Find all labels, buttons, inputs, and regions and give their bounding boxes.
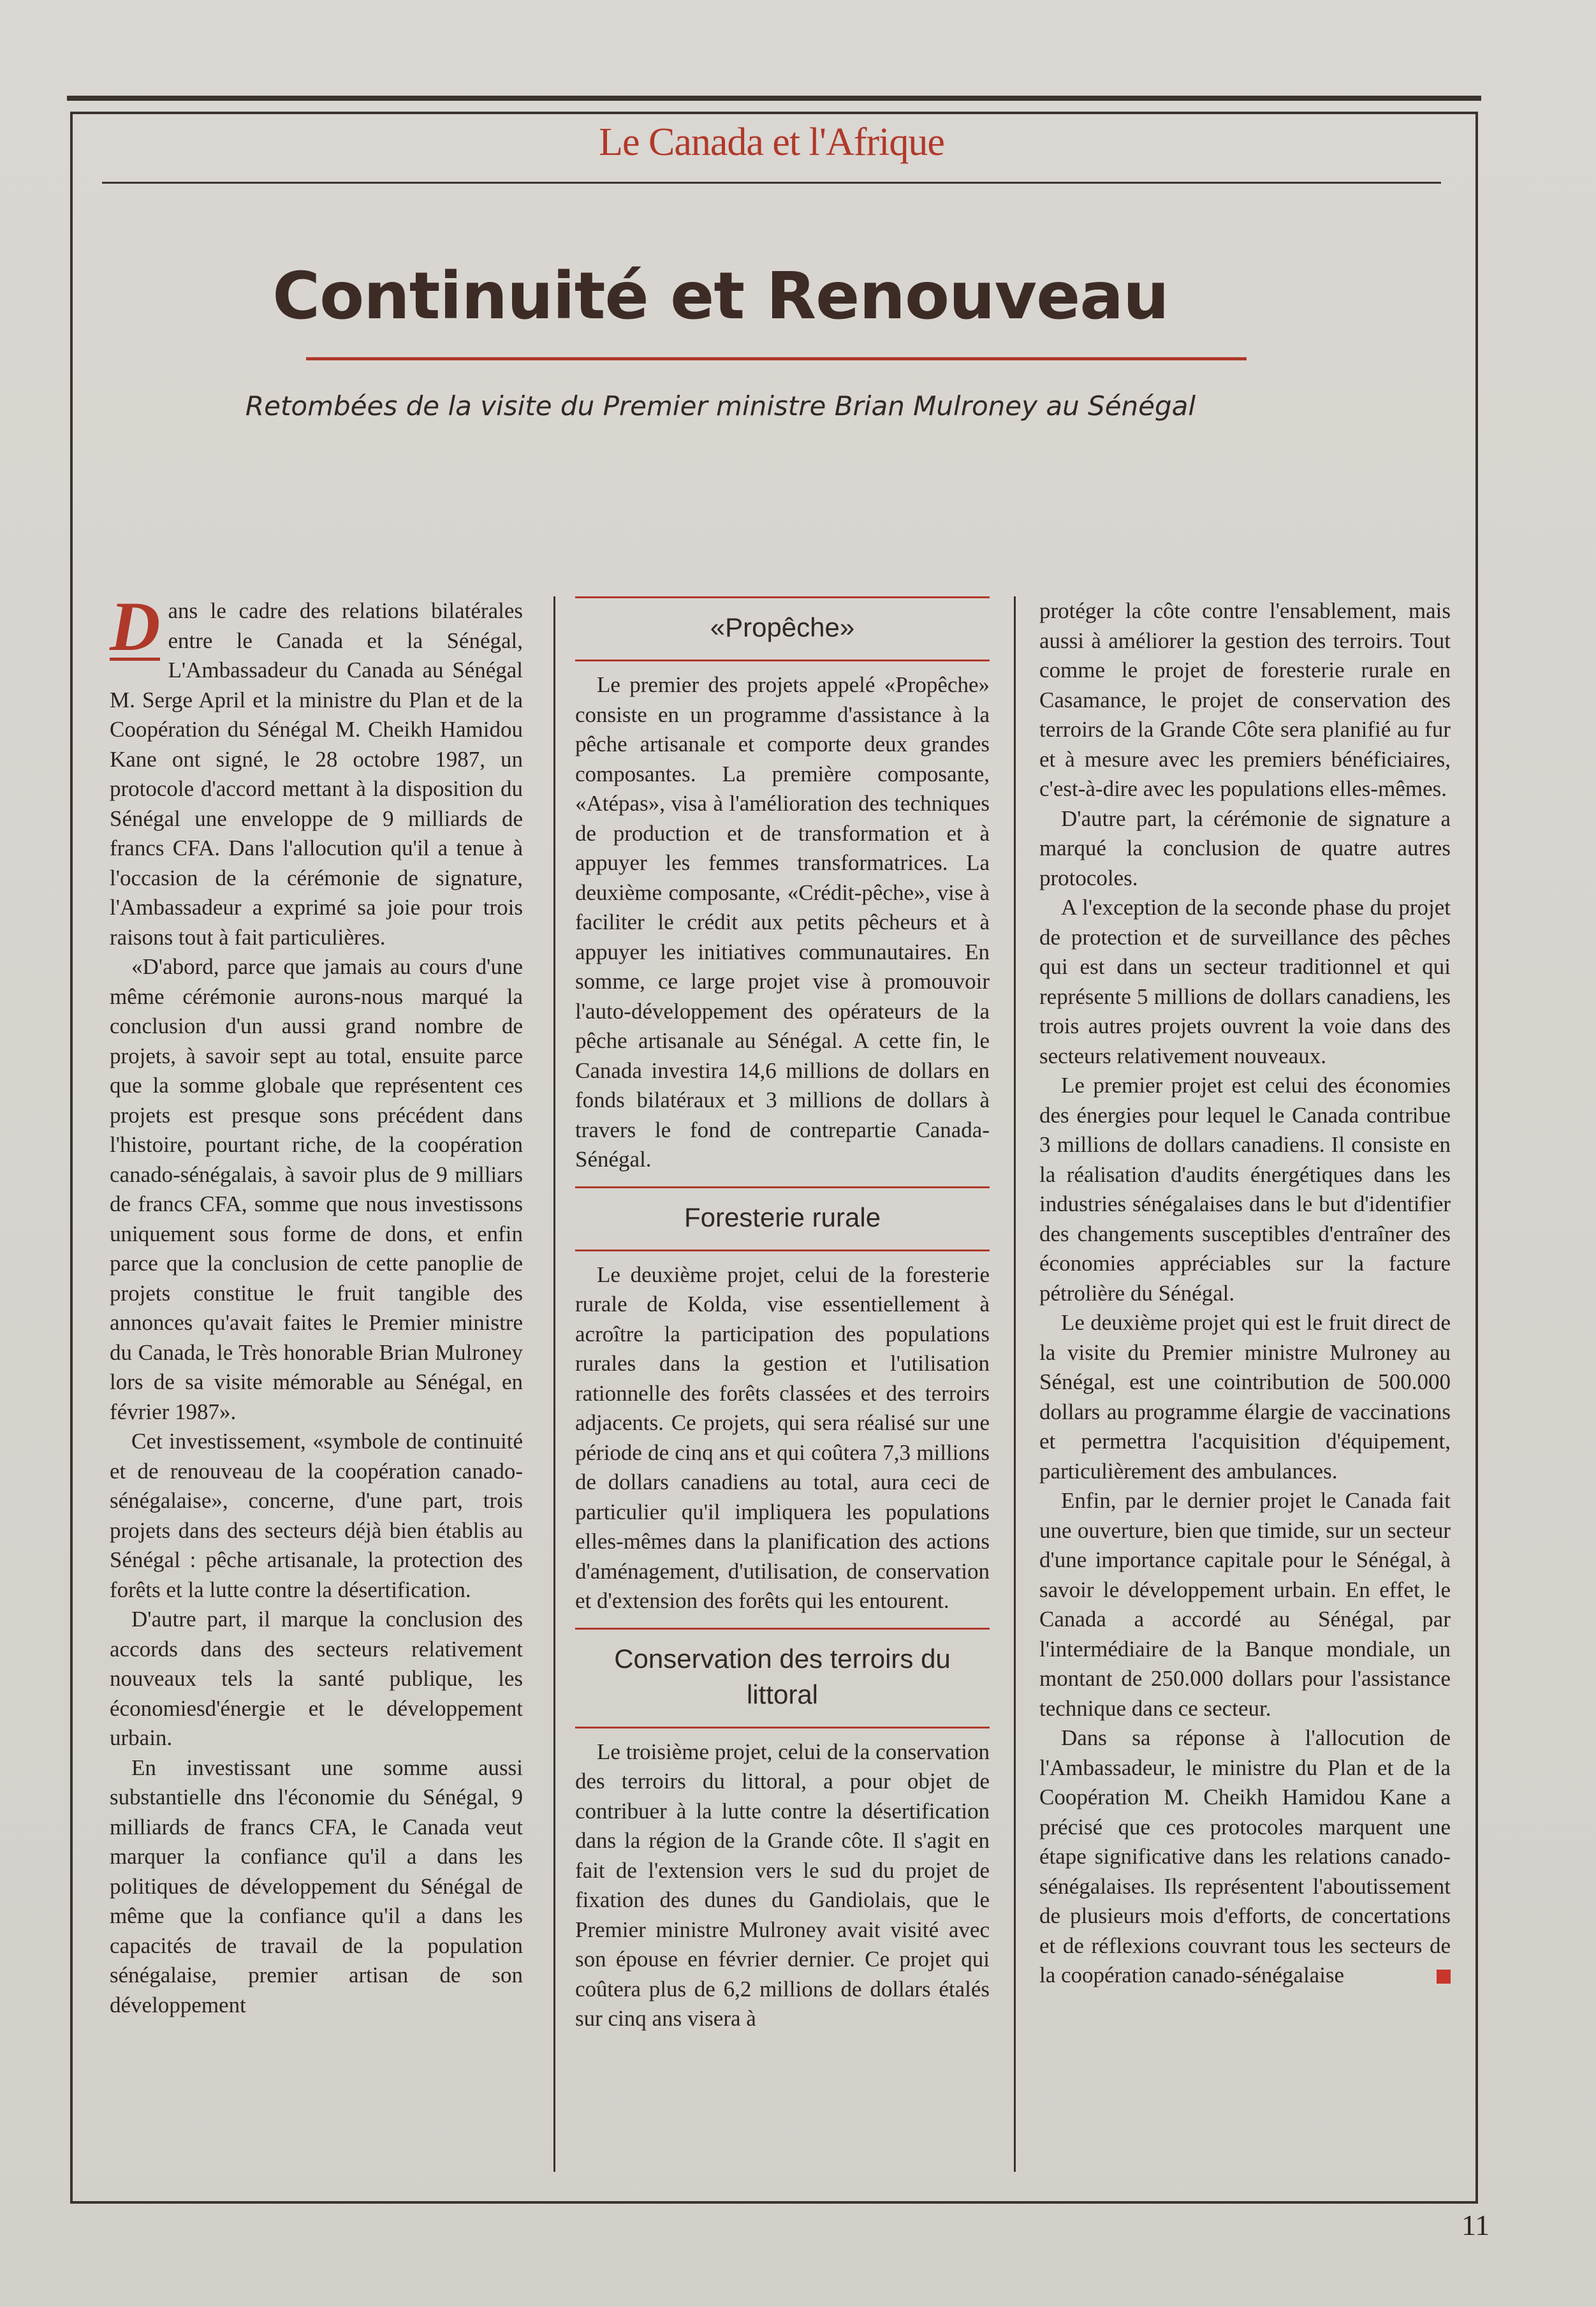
column-2-paragraph: Le deuxième projet, celui de la foresterie rurale de Kolda, vise essentiellement à acroître la participation des populations rurales dans la gestion et l'utilisation rationnelle des forêts classées et des terroirs adjacents. Ce projets, qui sera réalisé sur une période de cinq ans et qui coûtera 7,3 millions de dollars canadiens au total, aura ceci de particulier qu'il impliquera les populations elles-mêmes dans la planification des actions d'aménagement, d'utilisation, de conservation et d'extension des forêts qui les entourent. [575,1262,990,1613]
header-rule [102,182,1441,184]
column-3 [1039,596,1451,1991]
subhead-block [575,1186,990,1251]
subhead-rule-bottom [575,1249,990,1251]
column-3-paragraph [1039,1723,1451,1991]
page-number: 11 [1461,2209,1490,2241]
column-3-paragraph: Le premier projet est celui des économies des énergies pour lequel le Canada contribue 3 millions de dollars canadiens. Il consiste en la réalisation d'audits énergétiques dans les industries sénégalaises dans le but d'identifier des changements susceptibles d'entraîner des économies appréciables sur la facture pétrolière du Sénégal. [1039,1073,1451,1306]
column-divider [553,596,555,2172]
subhead-block [575,596,990,661]
end-of-article-icon [1437,1970,1451,1984]
column-3-paragraph: A l'exception de la seconde phase du projet de protection et de surveillance des pêches qui est dans un secteur traditionnel et qui représente 5 millions de dollars canadiens, les trois autres projets ouvrent la voie dans des secteurs relativement nouveaux. [1039,895,1451,1068]
column-2 [575,596,990,2034]
column-3-paragraph: Enfin, par le dernier projet le Canada fait une ouverture, bien que timide, sur un secteur d'une importance capitale pour le Sénégal, à savoir le développement urbain. En effet, le Canada a accordé au Sénégal, par l'intermédiaire de la Banque mondiale, un montant de 250.000 dollars pour l'assistance technique dans ce secteur. [1039,1488,1451,1721]
column-1 [110,587,523,2020]
article-title: Continuité et Renouveau [272,258,1169,334]
column-1-paragraph: D'autre part, il marque la conclusion des accords dans des secteurs relativement nouveaux tels la santé publique, les économiesd'énergie et le développement urbain. [110,1607,523,1750]
subhead-foresterie: Foresterie rurale [684,1202,881,1232]
column-1-paragraph: «D'abord, parce que jamais au cours d'une même cérémonie aurons-nous marqué la conclusion d'un aussi grand nombre de projets, à savoir sept au total, ensuite parce que la somme globale que représentent ces projets est presque sons précédent dans l'histoire, pourtant riche, de la coopération canado-sénégalais, à savoir plus de 9 milliars de francs CFA, somme que nous investissons uniquement sous forme de dons, et enfin parce que la conclusion de cette panoplie de projets constitue le fruit tangible des annonces qu'avait faites le Premier ministre du Canada, le Très honorable Brian Mulroney lors de sa visite mémorable au Sénégal, en février 1987». [110,954,523,1424]
column-1-paragraph: En investissant une somme aussi substantielle dns l'économie du Sénégal, 9 milliards de francs CFA, le Canada veut marquer la confiance qu'il a dans les politiques de développement du Sénégal de même que la confiance qu'il a dans les capacités de travail de la population sénégalaise, premier artisan de son développement [110,1755,523,2017]
section-header: Le Canada et l'Afrique [599,121,944,164]
paragraph-text: ans le cadre des relations bilatérales entre le Canada et la Sénégal, L'Ambassadeur du Canada au Sénégal M. Serge April et la ministre du Plan et de la Coopération du Sénégal M. Cheikh Hamidou Kane ont signé, le 28 octobre 1987, un protocole d'accord mettant à la disposition du Sénégal une enveloppe de 9 milliards de francs CFA. Dans l'allocution qu'il a tenue à l'occasion de la cérémonie de signature, l'Ambassadeur a exprimé sa joie pour trois raisons tout à fait particulières. [110,598,523,950]
column-1-paragraph: Cet investissement, «symbole de continuité et de renouveau de la coopération canado-sénégalaise», concerne, d'une part, trois projets dans des secteurs déjà bien établis au Sénégal : pêche artisanale, la protection des forêts et la lutte contre la désertification. [110,1429,523,1602]
subhead-rule-bottom [575,660,990,661]
title-rule [306,357,1247,360]
column-2-paragraph: Le premier des projets appelé «Propêche» consiste en un programme d'assistance à la pêche artisanale et comporte deux grandes composantes. La première composante, «Atépas», visa à l'amélioration des techniques de production et de transformation et à appuyer les femmes transformatrices. La deuxième composante, «Crédit-pêche», vise à faciliter le crédit aux petits pêcheurs et à appuyer les initiatives communautaires. En somme, ce large projet vise à promouvoir l'auto-développement des opérateurs de la pêche artisanale au Sénégal. A cette fin, le Canada investira 14,6 millions de dollars en fonds bilatéraux et 3 millions de dollars à travers le fond de contrepartie Canada-Sénégal. [575,672,990,1172]
subhead-conservation: Conservation des terroirs du littoral [614,1643,951,1709]
dropcap: D [110,587,161,665]
column-2-paragraph: Le troisième projet, celui de la conservation des terroirs du littoral, a pour objet de contribuer à la lutte contre la désertification dans la région de la Grande côte. Il s'agit en fait de l'extension vers le sud du projet de fixation des dunes du Gandiolais, que le Premier ministre Mulroney avait visité avec son épouse en février dernier. Ce projet qui coûtera plus de 6,2 millions de dollars étalés sur cinq ans visera à [575,1739,990,2031]
paragraph-text: Dans sa réponse à l'allocution de l'Ambassadeur, le ministre du Plan et de la Coopération M. Cheikh Hamidou Kane a précisé que ces protocoles marquent une étape significative dans les relations canado-sénégalaises. Ils représentent l'aboutissement de plusieurs mois d'efforts, de concertations et de réflexions couvrant tous les secteurs de la coopération canado-sénégalaise [1039,1725,1451,1987]
column-3-paragraph: D'autre part, la cérémonie de signature a marqué la conclusion de quatre autres protocoles. [1039,806,1451,890]
article-subtitle: Retombées de la visite du Premier ministre Brian Mulroney au Sénégal [245,390,1196,422]
column-divider [1014,596,1016,2172]
column-3-paragraph: Le deuxième projet qui est le fruit direct de la visite du Premier ministre Mulroney au Sénégal, est une cointribution de 500.000 dollars au programme élargie de vaccinations et permettra l'acquisition d'équipement, particulièrement des ambulances. [1039,1310,1451,1484]
column-1-paragraph [110,587,523,952]
subhead-propeche: «Propêche» [710,612,855,642]
subhead-block [575,1628,990,1728]
top-rule [67,96,1481,101]
column-3-paragraph: protéger la côte contre l'ensablement, mais aussi à améliorer la gestion des terroirs. Tout comme le projet de foresterie rurale en Casamance, le projet de conservation des terroirs de la Grande Côte sera planifié au fur et à mesure avec les premiers bénéficiaires, c'est-à-dire avec les populations elles-mêmes. [1039,598,1451,801]
subhead-rule-bottom [575,1727,990,1728]
